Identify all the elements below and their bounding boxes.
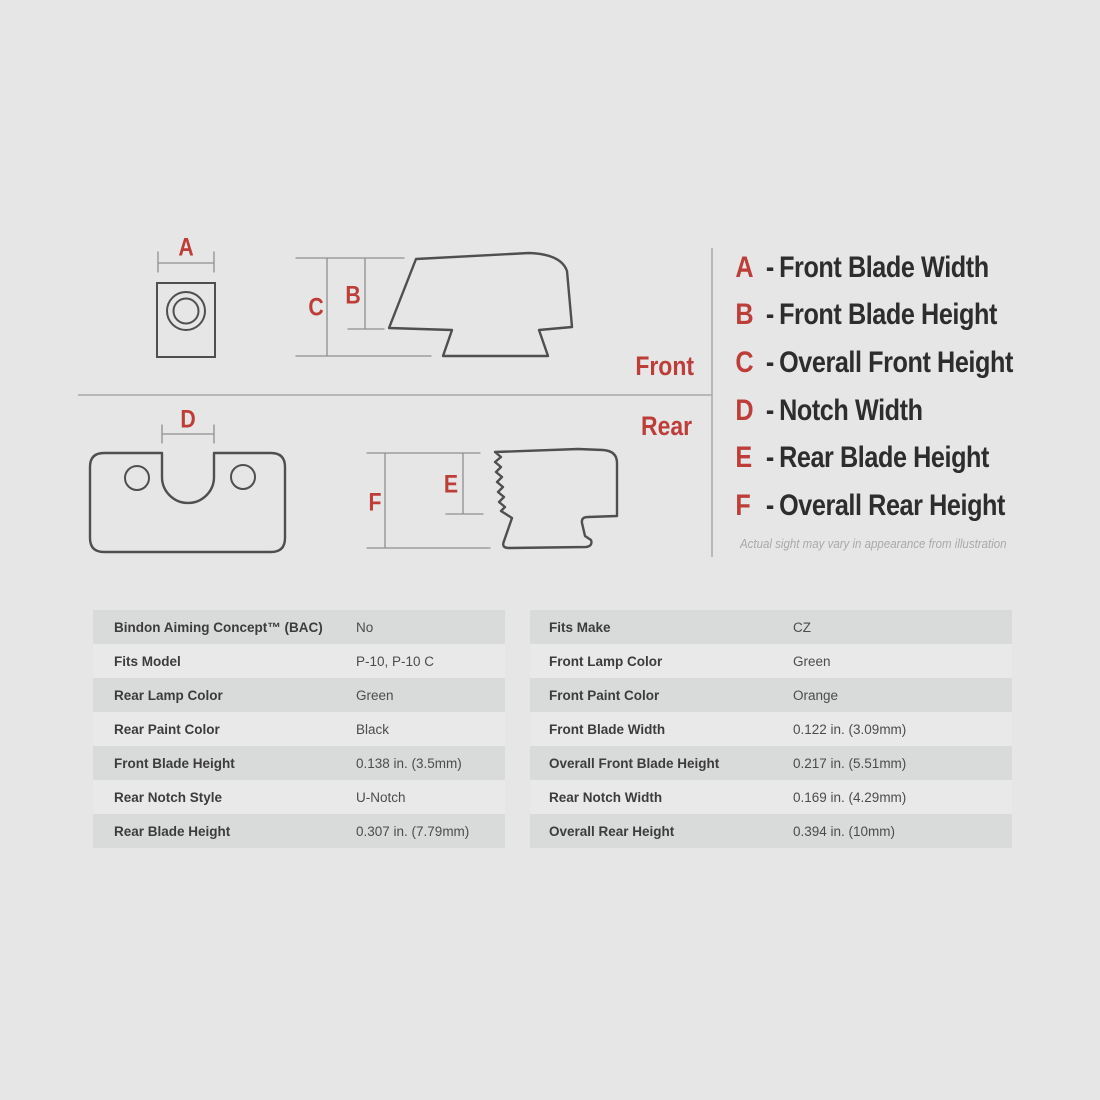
table-row bbox=[93, 780, 505, 814]
spec-value: CZ bbox=[793, 619, 811, 635]
spec-value: U-Notch bbox=[356, 789, 406, 805]
table-row bbox=[530, 610, 1012, 644]
spec-label: Rear Notch Width bbox=[549, 789, 663, 805]
table-row bbox=[530, 780, 1012, 814]
spec-label: Rear Lamp Color bbox=[114, 687, 223, 703]
legend-separator: - bbox=[765, 441, 774, 475]
front-sight-top-view-body bbox=[157, 283, 215, 357]
rear-sight-profile-outline bbox=[495, 449, 617, 548]
legend-item bbox=[727, 482, 1013, 530]
table-row bbox=[93, 610, 505, 644]
spec-value: 0.169 in. (4.29mm) bbox=[793, 789, 907, 805]
spec-value: Black bbox=[356, 721, 390, 737]
legend-item bbox=[727, 292, 1013, 340]
spec-label: Rear Paint Color bbox=[114, 721, 220, 737]
dim-letter-a: A bbox=[178, 233, 194, 262]
spec-label: Front Lamp Color bbox=[549, 653, 663, 669]
legend-label: Overall Rear Height bbox=[779, 488, 1005, 522]
dimension-legend bbox=[727, 244, 1067, 530]
table-row bbox=[530, 678, 1012, 712]
table-row bbox=[530, 712, 1012, 746]
spec-value: No bbox=[356, 619, 374, 635]
legend-item bbox=[727, 434, 1013, 482]
spec-label: Overall Rear Height bbox=[549, 823, 675, 839]
spec-value: 0.122 in. (3.09mm) bbox=[793, 721, 907, 737]
rear-sight-right-lamp bbox=[231, 465, 255, 489]
dim-letter-c: C bbox=[308, 293, 324, 322]
table-row bbox=[93, 746, 505, 780]
legend-separator: - bbox=[765, 393, 774, 427]
spec-value: Green bbox=[793, 653, 831, 669]
spec-label: Fits Model bbox=[114, 653, 181, 669]
table-row bbox=[530, 814, 1012, 848]
table-row bbox=[93, 814, 505, 848]
table-row bbox=[530, 746, 1012, 780]
rear-sight-left-lamp bbox=[125, 466, 149, 490]
spec-value: Green bbox=[356, 687, 394, 703]
legend-label: Front Blade Height bbox=[779, 298, 997, 332]
front-sight-lamp-inner-ring bbox=[174, 299, 199, 324]
front-sight-profile-outline bbox=[389, 253, 572, 356]
table-row bbox=[93, 678, 505, 712]
dim-letter-d: D bbox=[180, 405, 196, 434]
spec-table-right bbox=[530, 610, 1012, 848]
spec-label: Bindon Aiming Concept™ (BAC) bbox=[114, 619, 323, 635]
legend-letter: D bbox=[735, 393, 754, 427]
spec-value: 0.394 in. (10mm) bbox=[793, 823, 896, 839]
spec-label: Front Blade Height bbox=[114, 755, 235, 771]
legend-label: Rear Blade Height bbox=[779, 441, 990, 475]
spec-label: Front Blade Width bbox=[549, 721, 666, 737]
spec-value: P-10, P-10 C bbox=[356, 653, 435, 669]
legend-letter: F bbox=[735, 488, 751, 522]
spec-value: Orange bbox=[793, 687, 839, 703]
front-section-label: Front bbox=[635, 351, 694, 381]
legend-label: Overall Front Height bbox=[779, 345, 1013, 379]
spec-label: Fits Make bbox=[549, 619, 611, 635]
legend-letter: E bbox=[735, 441, 752, 475]
legend-label: Notch Width bbox=[779, 393, 923, 427]
spec-value: 0.307 in. (7.79mm) bbox=[356, 823, 470, 839]
dim-letter-f: F bbox=[368, 488, 382, 517]
spec-label: Rear Notch Style bbox=[114, 789, 223, 805]
table-row bbox=[530, 644, 1012, 678]
legend-label: Front Blade Width bbox=[779, 250, 989, 284]
spec-label: Rear Blade Height bbox=[114, 823, 231, 839]
spec-label: Front Paint Color bbox=[549, 687, 660, 703]
legend-separator: - bbox=[765, 488, 774, 522]
legend-item bbox=[727, 339, 1013, 387]
legend-item bbox=[727, 387, 1013, 435]
table-row bbox=[93, 712, 505, 746]
legend-letter: A bbox=[735, 250, 754, 284]
legend-separator: - bbox=[765, 250, 774, 284]
legend-letter: C bbox=[735, 345, 754, 379]
dim-letter-e: E bbox=[443, 470, 459, 499]
legend-item bbox=[727, 244, 1013, 292]
spec-value: 0.217 in. (5.51mm) bbox=[793, 755, 907, 771]
legend-letter: B bbox=[735, 298, 754, 332]
dimension-e-f-lines bbox=[367, 453, 490, 548]
spec-table-left bbox=[93, 610, 505, 848]
dim-letter-b: B bbox=[345, 281, 361, 310]
spec-label: Overall Front Blade Height bbox=[549, 755, 720, 771]
illustration-disclaimer: Actual sight may vary in appearance from illustration bbox=[740, 537, 1007, 551]
legend-separator: - bbox=[765, 345, 774, 379]
rear-sight-top-view-body bbox=[90, 453, 285, 552]
table-row bbox=[93, 644, 505, 678]
rear-section-label: Rear bbox=[640, 411, 692, 441]
legend-separator: - bbox=[765, 298, 774, 332]
spec-value: 0.138 in. (3.5mm) bbox=[356, 755, 462, 771]
